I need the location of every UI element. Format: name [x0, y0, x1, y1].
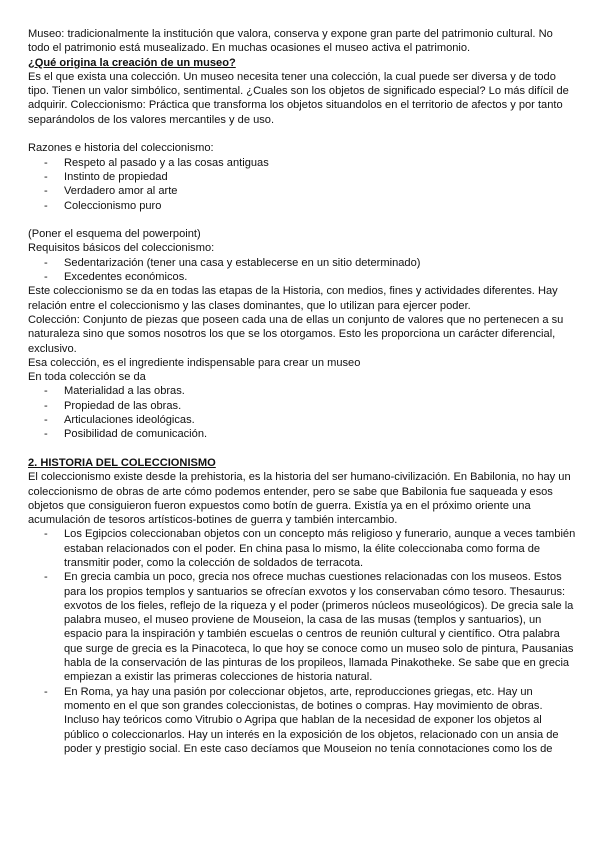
list-item: - Posibilidad de comunicación.	[28, 427, 576, 441]
razones-list	[28, 156, 576, 213]
paragraph-etapas: Este coleccionismo se da en todas las etapas de la Historia, con medios, fines y actividades diferentes. Hay relación entre el coleccionismo y las clases dominantes, que lo utilizan para ejercer poder.	[28, 285, 558, 312]
heading-origen-museo: ¿Qué origina la creación de un museo?	[28, 56, 236, 69]
paragraph-museo: Museo: tradicionalmente la institución que valora, conserva y expone gran parte del patrimonio cultural. No todo el patrimonio está musealizado. En muchas ocasiones el museo activa el patrimonio.	[28, 28, 553, 55]
list-item: - Articulaciones ideológicas.	[28, 413, 576, 427]
requisitos-list	[28, 256, 576, 285]
list-item: - Sedentarización (tener una casa y establecerse en un sitio determinado)	[28, 256, 576, 270]
list-item: - En Roma, ya hay una pasión por coleccionar objetos, arte, reproducciones griegas, etc. Hay un momento en el que son grandes coleccionistas, de botines o compras. Hay movimiento de obras. Incluso hay teóricos como Vitrubio o Agripa que hablan de la necesidad de exponer los objetos al público o coleccionarlos. Hay un interés en la exposición de los objetos, relacionado con un ansia de poder y prestigio social. En este caso decíamos que Mouseion no tenía connotaciones como los de	[28, 685, 576, 756]
blank-line	[28, 213, 576, 227]
list-item: - Coleccionismo puro	[28, 199, 576, 213]
coleccion-list	[28, 384, 576, 441]
note-powerpoint: (Poner el esquema del powerpoint)	[28, 228, 201, 241]
blank-line	[28, 127, 576, 141]
paragraph-coleccion: Es el que exista una colección. Un museo necesita tener una colección, la cual puede ser diversa y de todo tipo. Tienen un valor simbólico, sentimental. ¿Cuales son los objetos de significado especial? Lo más difícil de adquirir. Coleccionismo: Práctica que transforma los objetos situandolos en el territorio de afectos y por tanto separándolos de los valores mercantiles y de uso.	[28, 70, 569, 126]
blank-line	[28, 442, 576, 456]
historia-list	[28, 527, 576, 756]
list-item: - Los Egipcios coleccionaban objetos con un concepto más religioso y funerario, aunque a veces también estaban relacionados con el poder. En china pasa lo mismo, la élite coleccionaba como forma de transmitir poder, como la colección de soldados de terracota.	[28, 527, 576, 570]
paragraph-prehistoria: El coleccionismo existe desde la prehistoria, es la historia del ser humano-civilización. En Babilonia, no hay un coleccionismo de obras de arte cómo podemos entender, pero se sabe que Babilonia fue saqueada y esos objetos que consiguieron fueron expuestos como botín de guerra. Existía ya en el próximo oriente una acumulación de tesoros artísticos-botines de guerra y también intercambio.	[28, 471, 571, 527]
list-item: - Verdadero amor al arte	[28, 184, 576, 198]
list-item: - Respeto al pasado y a las cosas antiguas	[28, 156, 576, 170]
paragraph-coleccion-def: Colección: Conjunto de piezas que poseen cada una de ellas un conjunto de valores que no pertenecen a su naturaleza sino que somos nosotros los que se los otorgamos. Esto les proporciona un carácter diferencial, exclusivo.	[28, 313, 564, 355]
paragraph-toda-coleccion: En toda colección se da	[28, 371, 146, 384]
document-page	[28, 27, 576, 756]
heading-historia: 2. HISTORIA DEL COLECCIONISMO	[28, 456, 216, 469]
list-item: - Excedentes económicos.	[28, 270, 576, 284]
requisitos-title: Requisitos básicos del coleccionismo:	[28, 242, 215, 255]
list-item: - Materialidad a las obras.	[28, 384, 576, 398]
razones-title: Razones e historia del coleccionismo:	[28, 142, 214, 155]
list-item: - Instinto de propiedad	[28, 170, 576, 184]
list-item: - Propiedad de las obras.	[28, 399, 576, 413]
paragraph-ingrediente: Esa colección, es el ingrediente indispensable para crear un museo	[28, 356, 361, 369]
list-item: - En grecia cambia un poco, grecia nos ofrece muchas cuestiones relacionadas con los museos. Estos para los propios templos y santuarios se ofrecían exvotos y los conservaban cómo tesoro. Thesaurus: exvotos de los fieles, reflejo de la riqueza y el poder (primeros núcleos museológicos). De grecia sale la palabra museo, el museo proviene de Mouseion, la casa de las musas (templos y santuarios), un espacio para la inspiración y también escuelas o centros de reunión cultural y científico. Otra palabra que surge de grecia es la Pinacoteca, lo que hoy se conoce como un museo solo de pintura, Pausanias habla de la conservación de las pinturas de los propileos, llamada Pinakotheke. Se sabe que en grecia empiezan a existir las primeras colecciones de historia natural.	[28, 570, 576, 684]
